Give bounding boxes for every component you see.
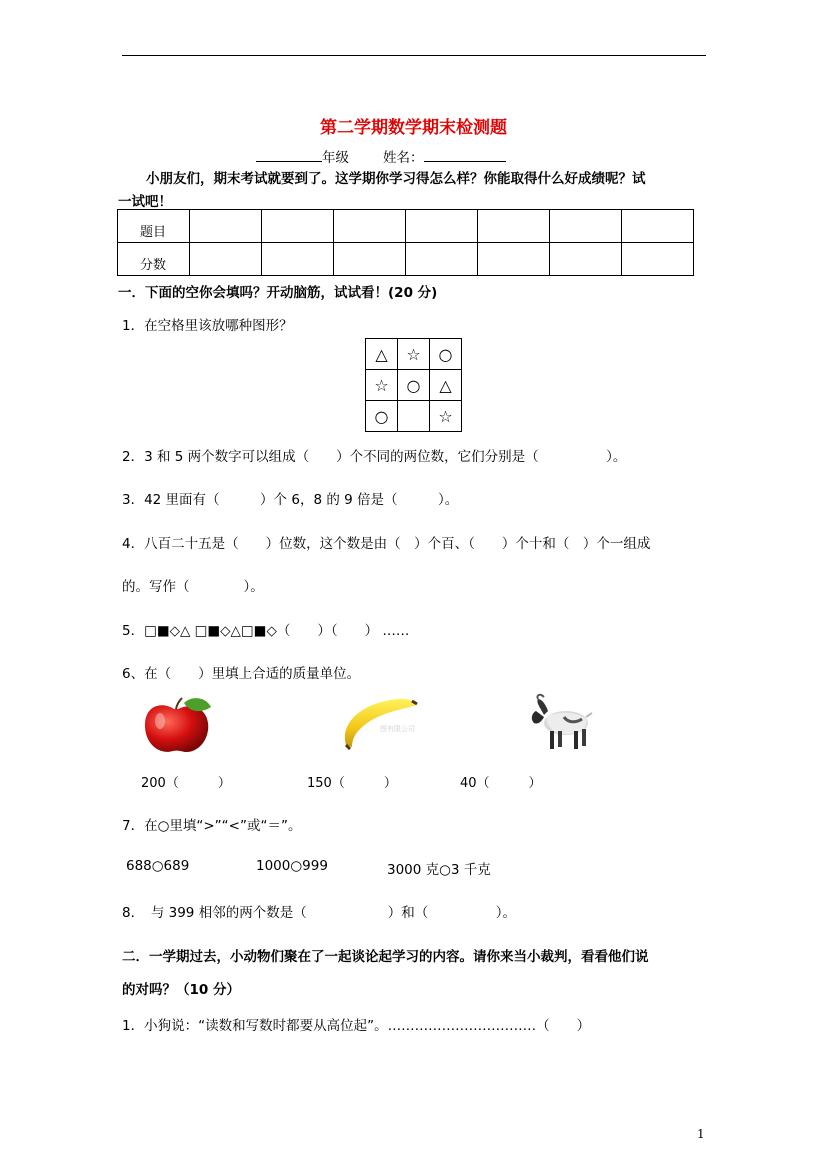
- section2-heading-line-2: 的对吗？（10 分）: [122, 982, 240, 998]
- grade-blank[interactable]: [256, 147, 322, 162]
- page-title: 第二学期数学期末检测题: [320, 118, 507, 138]
- mass-item-apple: 200（ ）: [141, 776, 231, 791]
- compare-item-3: 3000 克○3 千克: [387, 862, 491, 878]
- question-6: 6、在（ ）里填上合适的质量单位。: [122, 666, 361, 682]
- mass-item-banana: 150（ ）: [307, 776, 397, 791]
- grid-cell: ☆: [366, 370, 398, 401]
- section2-question-1: 1．小狗说：“读数和写数时都要从高位起”。……………………………（ ）: [122, 1018, 591, 1034]
- score-cell[interactable]: [550, 210, 622, 243]
- shape-grid: [365, 338, 462, 432]
- score-cell[interactable]: [334, 210, 406, 243]
- compare-item-2: 1000○999: [256, 858, 328, 874]
- question-5: 5．□■◇△ □■◇△□■◇（ ）（ ） ……: [122, 623, 410, 639]
- score-cell[interactable]: [262, 210, 334, 243]
- score-cell[interactable]: [622, 243, 694, 276]
- banana-image: [338, 695, 418, 750]
- score-cell[interactable]: [262, 243, 334, 276]
- question-3: 3．42 里面有（ ）个 6，8 的 9 倍是（ ）。: [122, 492, 459, 508]
- grid-cell: △: [430, 370, 462, 401]
- score-table: [117, 209, 694, 276]
- grade-label: 年级: [322, 150, 349, 166]
- grid-row: [366, 339, 462, 370]
- section1-heading: 一．下面的空你会填吗？开动脑筋，试试看！(20 分): [118, 285, 438, 301]
- score-table-row2-label: 分数: [118, 243, 190, 276]
- question-8: 8． 与 399 相邻的两个数是（ ）和（ ）。: [122, 905, 516, 921]
- grid-cell: ○: [430, 339, 462, 370]
- grid-cell: ○: [366, 401, 398, 432]
- intro-line-2: 一试吧！: [118, 194, 172, 210]
- grid-cell: △: [366, 339, 398, 370]
- compare-item-1: 688○689: [126, 858, 190, 874]
- grid-row: [366, 370, 462, 401]
- question-7: 7．在○里填“>”“<”或“＝”。: [122, 818, 302, 834]
- intro-line-1: 小朋友们，期末考试就要到了。这学期你学习得怎么样？你能取得什么好成绩呢？试: [146, 171, 646, 187]
- goat-image: [526, 693, 596, 753]
- header-rule: [122, 55, 706, 56]
- name-blank[interactable]: [424, 147, 506, 162]
- table-row: [118, 243, 694, 276]
- name-label: 姓名：: [383, 150, 424, 166]
- grid-cell: ☆: [398, 339, 430, 370]
- section2-heading-line-1: 二．一学期过去，小动物们聚在了一起谈论起学习的内容。请你来当小裁判，看看他们说: [122, 949, 649, 965]
- grade-name-line: [256, 146, 506, 166]
- apple-image: [140, 695, 215, 757]
- grid-cell: ☆: [430, 401, 462, 432]
- question-4-line-1: 4．八百二十五是（ ）位数，这个数是由（ ）个百、（ ）个十和（ ）个一组成: [122, 536, 651, 552]
- score-cell[interactable]: [190, 210, 262, 243]
- grid-row: [366, 401, 462, 432]
- question-1: 1．在空格里该放哪种图形？: [122, 318, 293, 334]
- score-cell[interactable]: [406, 243, 478, 276]
- score-cell[interactable]: [190, 243, 262, 276]
- score-cell[interactable]: [334, 243, 406, 276]
- score-cell[interactable]: [478, 210, 550, 243]
- watermark-text: 图有限公司: [380, 725, 415, 733]
- mass-item-goat: 40（ ）: [460, 776, 542, 791]
- score-cell[interactable]: [550, 243, 622, 276]
- score-table-row1-label: 题目: [118, 210, 190, 243]
- question-2: 2．3 和 5 两个数字可以组成（ ）个不同的两位数，它们分别是（ ）。: [122, 449, 627, 465]
- grid-cell: ○: [398, 370, 430, 401]
- grid-empty-cell[interactable]: [398, 401, 430, 432]
- score-cell[interactable]: [622, 210, 694, 243]
- question-4-line-2: 的。写作（ ）。: [122, 579, 264, 595]
- page-number: 1: [697, 1127, 705, 1141]
- table-row: [118, 210, 694, 243]
- score-cell[interactable]: [478, 243, 550, 276]
- score-cell[interactable]: [406, 210, 478, 243]
